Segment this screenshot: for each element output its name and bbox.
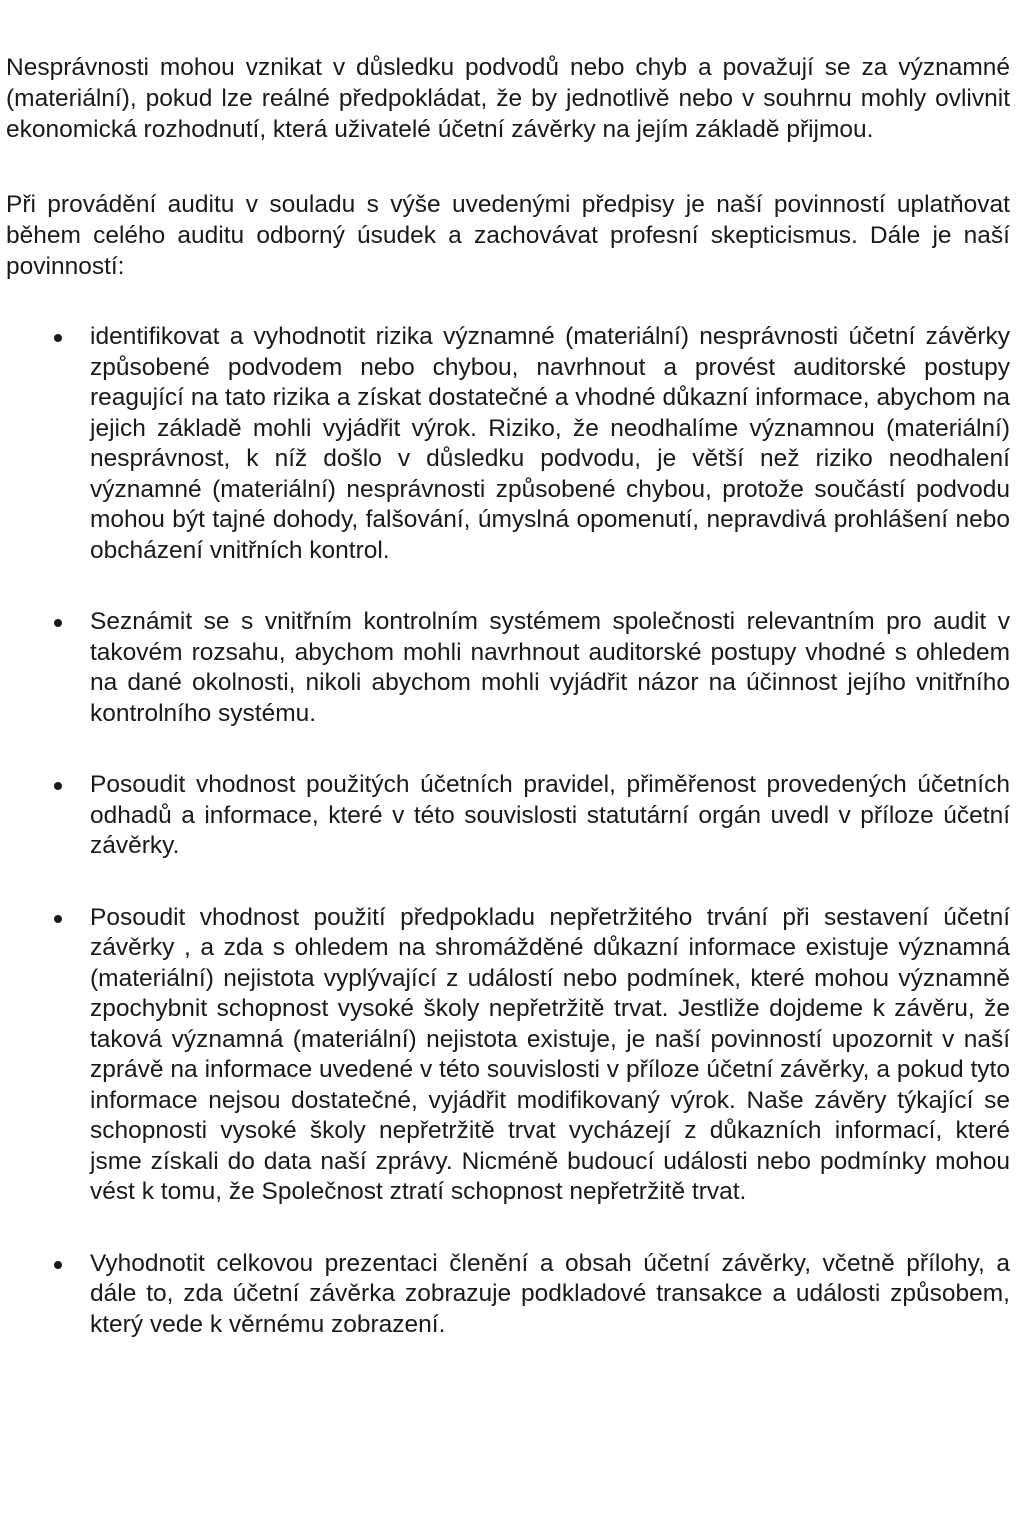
bullet-icon	[54, 782, 62, 790]
list-item-text: Posoudit vhodnost použitých účetních pravidel, přiměřenost provedených účetních odhadů a informace, které v této souvislosti statutární orgán uvedl v příloze účetní závěrky.	[90, 771, 1010, 859]
bullet-icon	[54, 334, 62, 342]
list-item	[6, 770, 1010, 862]
bullet-icon	[54, 1261, 62, 1269]
duties-list	[6, 322, 1010, 1340]
bullet-icon	[54, 619, 62, 627]
paragraph-audit-duties: Při provádění auditu v souladu s výše uvedenými předpisy je naší povinností uplatňovat během celého auditu odborný úsudek a zachovávat profesní skepticismus. Dále je naší povinností:	[6, 191, 1010, 280]
bullet-icon	[54, 915, 62, 923]
list-item	[6, 903, 1010, 1208]
list-item	[6, 322, 1010, 566]
list-item-text: Seznámit se s vnitřním kontrolním systémem společnosti relevantním pro audit v takovém rozsahu, abychom mohli navrhnout auditorské postupy vhodné s ohledem na dané okolnosti, nikoli abychom mohli vyjádřit názor na účinnost jejího vnitřního kontrolního systému.	[90, 608, 1010, 727]
list-item	[6, 607, 1010, 729]
paragraph-misstatements: Nesprávnosti mohou vznikat v důsledku podvodů nebo chyb a považují se za významné (materiální), pokud lze reálné předpokládat, že by jednotlivě nebo v souhrnu mohly ovlivnit ekonomická rozhodnutí, která uživatelé účetní závěrky na jejím základě přijmou.	[6, 54, 1010, 143]
document-page	[6, 52, 1010, 1381]
list-item-text: identifikovat a vyhodnotit rizika významné (materiální) nesprávnosti účetní závěrky způsobené podvodem nebo chybou, navrhnout a provést auditorské postupy reagující na tato rizika a získat dostatečné a vhodné důkazní informace, abychom na jejich základě mohli vyjádřit výrok. Riziko, že neodhalíme významnou (materiální) nesprávnost, k níž došlo v důsledku podvodu, je větší než riziko neodhalení významné (materiální) nesprávnosti způsobené chybou, protože součástí podvodu mohou být tajné dohody, falšování, úmyslná opomenutí, nepravdivá prohlášení nebo obcházení vnitřních kontrol.	[90, 323, 1010, 564]
list-item	[6, 1249, 1010, 1341]
list-item-text: Posoudit vhodnost použití předpokladu nepřetržitého trvání při sestavení účetní závěrky , a zda s ohledem na shromážděné důkazní informace existuje významná (materiální) nejistota vyplývající z událostí nebo podmínek, které mohou významně zpochybnit schopnost vysoké školy nepřetržitě trvat. Jestliže dojdeme k závěru, že taková významná (materiální) nejistota existuje, je naší povinností upozornit v naší zprávě na informace uvedené v této souvislosti v příloze účetní závěrky, a pokud tyto informace nejsou dostatečné, vyjádřit modifikovaný výrok. Naše závěry týkající se schopnosti vysoké školy nepřetržitě trvat vycházejí z důkazních informací, které jsme získali do data naší zprávy. Nicméně budoucí události nebo podmínky mohou vést k tomu, že Společnost ztratí schopnost nepřetržitě trvat.	[90, 903, 1010, 1205]
list-item-text: Vyhodnotit celkovou prezentaci členění a obsah účetní závěrky, včetně přílohy, a dále to, zda účetní závěrka zobrazuje podkladové transakce a události způsobem, který vede k věrnému zobrazení.	[90, 1249, 1010, 1338]
